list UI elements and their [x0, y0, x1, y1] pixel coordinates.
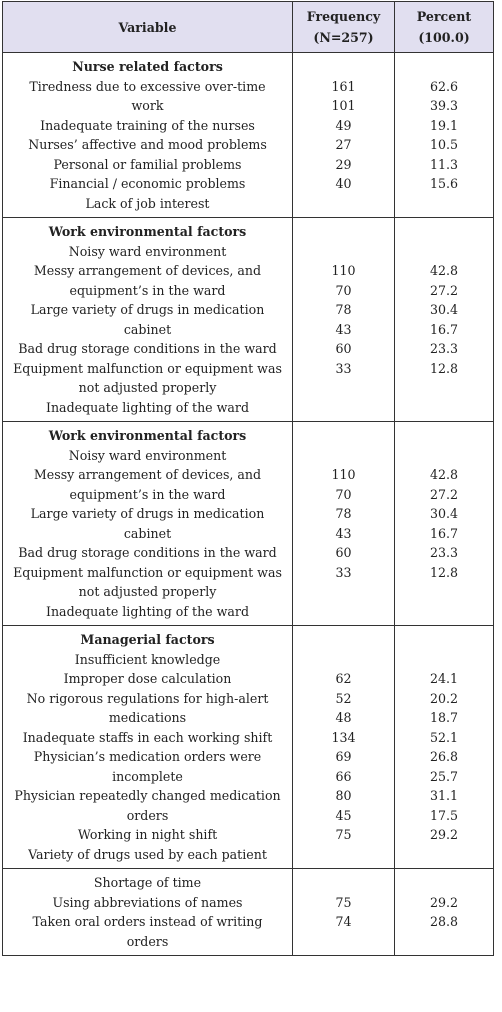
header-row: [3, 2, 494, 53]
variable-label: equipment’s in the ward: [69, 282, 226, 298]
frequency-value: 27: [335, 137, 352, 152]
header-frequency-line1: Frequency: [306, 9, 381, 24]
variable-label: Large variety of drugs in medication: [30, 506, 265, 521]
percent-value: 28.8: [429, 914, 459, 929]
percent-value: 11.3: [429, 156, 459, 172]
variable-label: Financial / economic problems: [49, 176, 246, 191]
frequency-cell: [293, 869, 395, 956]
header-percent-line2: (100.0): [418, 30, 470, 45]
frequency-value: 48: [335, 710, 352, 725]
percent-value: 42.8: [429, 263, 459, 278]
variable-cell: [3, 53, 293, 218]
percent-value: 24.1: [429, 671, 459, 686]
percent-cell: [395, 422, 494, 626]
section-work-environmental: [3, 218, 494, 422]
percent-value: 42.8: [429, 467, 459, 482]
variable-cell: [3, 422, 293, 626]
percent-value: 15.6: [429, 176, 459, 191]
percent-value: 18.7: [429, 710, 459, 725]
frequency-value: 74: [335, 914, 352, 929]
section-title: Managerial factors: [80, 632, 215, 647]
variable-label: Taken oral orders instead of writing: [32, 914, 263, 929]
percent-value: 23.3: [429, 545, 459, 560]
frequency-value: 75: [335, 827, 352, 842]
variable-label: Noisy ward environment: [68, 243, 227, 259]
variable-label: Nurses’ affective and mood problems: [28, 137, 267, 152]
frequency-value: 33: [335, 360, 352, 376]
medication-error-factors-table: [2, 1, 494, 956]
percent-value: 20.2: [429, 690, 459, 706]
frequency-value: 78: [335, 302, 352, 317]
section-title: Nurse related factors: [72, 59, 223, 74]
frequency-value: 80: [335, 788, 352, 803]
variable-label: Tiredness due to excessive over-time: [29, 78, 266, 94]
percent-value: 23.3: [429, 341, 459, 356]
header-frequency: [293, 2, 395, 53]
section-managerial: [3, 626, 494, 869]
percent-value: 30.4: [429, 302, 459, 317]
section-title: Work environmental factors: [48, 428, 247, 443]
percent-value: 62.6: [429, 78, 459, 94]
variable-cell: [3, 218, 293, 422]
variable-label: Personal or familial problems: [53, 156, 242, 172]
variable-label: Equipment malfunction or equipment was: [13, 564, 282, 580]
variable-label: equipment’s in the ward: [69, 486, 226, 502]
percent-cell: [395, 218, 494, 422]
header-percent: [395, 2, 494, 53]
variable-label: Physician’s medication orders were: [33, 749, 262, 764]
frequency-value: 110: [331, 467, 356, 482]
variable-label: cabinet: [123, 321, 172, 337]
frequency-value: 33: [335, 564, 352, 580]
variable-label: Bad drug storage conditions in the ward: [18, 341, 277, 356]
frequency-value: 134: [331, 729, 356, 745]
percent-value: 27.2: [429, 282, 459, 298]
variable-label: cabinet: [123, 525, 172, 541]
frequency-value: 78: [335, 506, 352, 521]
frequency-value: 40: [335, 176, 352, 191]
frequency-value: 70: [335, 282, 352, 298]
frequency-value: 69: [335, 749, 352, 764]
variable-label: Working in night shift: [77, 827, 218, 842]
variable-label: Variety of drugs used by each patient: [28, 846, 267, 862]
percent-value: 26.8: [429, 749, 459, 764]
variable-label: No rigorous regulations for high-alert: [26, 690, 269, 706]
frequency-value: 110: [331, 263, 356, 278]
variable-label: Inadequate training of the nurses: [40, 117, 255, 133]
frequency-cell: [293, 218, 395, 422]
frequency-value: 75: [335, 894, 352, 910]
section-nurse-related: [3, 53, 494, 218]
percent-value: 16.7: [429, 525, 459, 541]
percent-value: 25.7: [429, 768, 459, 784]
percent-value: 52.1: [429, 729, 459, 745]
frequency-value: 52: [335, 690, 352, 706]
percent-value: 29.2: [429, 894, 459, 910]
variable-label: orders: [126, 933, 169, 949]
variable-label: not adjusted properly: [78, 584, 217, 599]
variable-label: Insufficient knowledge: [74, 651, 221, 667]
variable-label: Inadequate lighting of the ward: [45, 399, 250, 415]
variable-label: Inadequate lighting of the ward: [45, 603, 250, 619]
percent-value: 31.1: [429, 788, 459, 803]
variable-label: orders: [126, 807, 169, 823]
variable-label: incomplete: [112, 768, 183, 784]
frequency-value: 49: [335, 117, 352, 133]
percent-value: 17.5: [429, 807, 459, 823]
variable-label: Improper dose calculation: [63, 671, 232, 686]
percent-value: 12.8: [429, 564, 459, 580]
variable-cell: [3, 869, 293, 956]
variable-label: Large variety of drugs in medication: [30, 302, 265, 317]
variable-label: Messy arrangement of devices, and: [33, 467, 262, 482]
frequency-value: 101: [331, 98, 356, 113]
section-title: Work environmental factors: [48, 224, 247, 239]
variable-label: Noisy ward environment: [68, 447, 227, 463]
frequency-value: 43: [335, 525, 352, 541]
frequency-value: 62: [335, 671, 352, 686]
frequency-value: 66: [335, 768, 352, 784]
header-frequency-line2: (N=257): [313, 30, 374, 45]
frequency-value: 29: [335, 156, 352, 172]
variable-label: Messy arrangement of devices, and: [33, 263, 262, 278]
variable-label: Bad drug storage conditions in the ward: [18, 545, 277, 560]
percent-cell: [395, 53, 494, 218]
variable-label: Inadequate staffs in each working shift: [22, 729, 273, 745]
variable-label: Physician repeatedly changed medication: [14, 788, 281, 803]
header-variable: Variable: [3, 2, 293, 53]
variable-cell: [3, 626, 293, 869]
variable-label: medications: [108, 710, 187, 725]
frequency-cell: [293, 422, 395, 626]
variable-label: Lack of job interest: [85, 195, 210, 211]
variable-label: work: [131, 98, 164, 113]
frequency-value: 45: [335, 807, 352, 823]
variable-label: Equipment malfunction or equipment was: [13, 360, 282, 376]
frequency-cell: [293, 53, 395, 218]
frequency-cell: [293, 626, 395, 869]
variable-label: Shortage of time: [93, 875, 202, 890]
frequency-value: 70: [335, 486, 352, 502]
variable-label: Using abbreviations of names: [52, 894, 243, 910]
section-work-environmental-repeat: [3, 422, 494, 626]
percent-value: 10.5: [429, 137, 459, 152]
percent-value: 39.3: [429, 98, 459, 113]
percent-cell: [395, 626, 494, 869]
variable-label: not adjusted properly: [78, 380, 217, 395]
header-percent-line1: Percent: [416, 9, 472, 24]
frequency-value: 43: [335, 321, 352, 337]
percent-value: 30.4: [429, 506, 459, 521]
percent-value: 27.2: [429, 486, 459, 502]
frequency-value: 60: [335, 545, 352, 560]
percent-value: 29.2: [429, 827, 459, 842]
percent-value: 19.1: [429, 117, 459, 133]
percent-value: 16.7: [429, 321, 459, 337]
frequency-value: 161: [331, 78, 356, 94]
percent-value: 12.8: [429, 360, 459, 376]
frequency-value: 60: [335, 341, 352, 356]
section-time-and-orders: [3, 869, 494, 956]
percent-cell: [395, 869, 494, 956]
